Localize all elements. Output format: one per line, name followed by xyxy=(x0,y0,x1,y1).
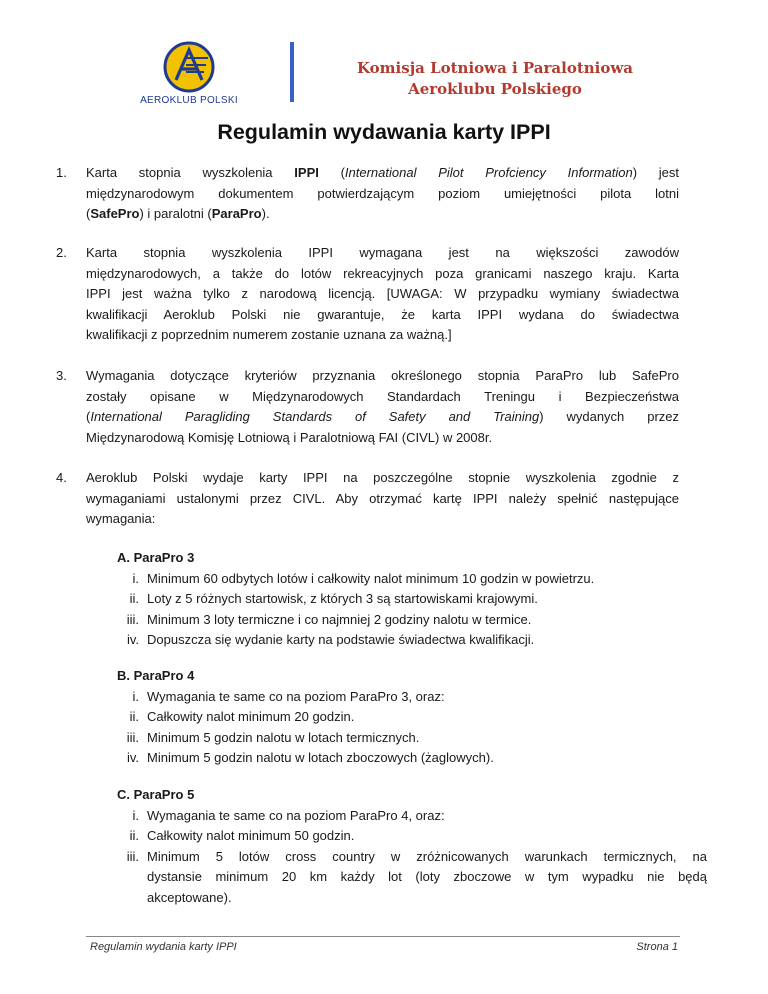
paragraph-number: 1. xyxy=(56,165,67,180)
list-item: iii. Minimum 3 loty termiczne i co najmniej 2 godziny nalotu w termice. xyxy=(126,611,532,627)
paragraph-line: międzynarodowych, a także do lotów rekreacyjnych poza granicami naszego kraju. Karta xyxy=(86,265,679,281)
footer-divider xyxy=(86,936,680,937)
paragraph-line: (SafePro) i paralotni (ParaPro). xyxy=(86,206,270,222)
paragraph-3 xyxy=(56,366,679,448)
paragraph-number: 4. xyxy=(56,470,67,485)
paragraph-line: (International Paragliding Standards of Safety and Training) wydanych przez xyxy=(86,409,679,425)
paragraph-line: międzynarodowym dokumentem potwierdzającym poziom umiejętności pilota lotni xyxy=(86,185,679,201)
list-item: iii. Minimum 5 godzin nalotu w lotach termicznych. xyxy=(126,729,420,745)
section-heading: B. ParaPro 4 xyxy=(117,668,195,683)
paragraph-line: Międzynarodową Komisję Lotniową i Paralotniową FAI (CIVL) w 2008r. xyxy=(86,429,493,445)
organization-name xyxy=(325,58,665,100)
org-line-2: Aeroklubu Polskiego xyxy=(408,80,582,98)
paragraph-4 xyxy=(56,468,679,530)
header-divider xyxy=(290,42,294,102)
section-a xyxy=(117,548,594,651)
paragraph-line: kwalifikacji z poprzednim numerem zostanie uznana za ważną.] xyxy=(86,327,452,343)
aeroklub-logo xyxy=(114,40,264,112)
paragraph-line: Aeroklub Polski wydaje karty IPPI na poszczególne stopnie wyszkolenia zgodnie z xyxy=(86,470,679,485)
paragraph-line: IPPI jest ważna tylko z narodową licencją. [UWAGA: W przypadku wymiany świadectwa xyxy=(86,286,679,302)
paragraph-2 xyxy=(56,243,679,346)
page-title: Regulamin wydawania karty IPPI xyxy=(217,120,551,144)
paragraph-1 xyxy=(56,163,679,225)
paragraph-line: zostały opisane w Międzynarodowych Standardach Treningu i Bezpieczeństwa xyxy=(86,388,679,404)
list-item: i. Wymagania te same co na poziom ParaPro 3, oraz: xyxy=(132,688,445,704)
list-item: ii. Całkowity nalot minimum 20 godzin. xyxy=(129,709,355,725)
paragraph-line: kwalifikacji Aeroklub Polski nie gwarantuje, że karta IPPI wydana do świadectwa xyxy=(86,306,679,322)
list-item: iv. Minimum 5 godzin nalotu w lotach zboczowych (żaglowych). xyxy=(126,750,494,766)
logo-text: AEROKLUB POLSKI xyxy=(140,95,238,106)
aeroklub-emblem-icon xyxy=(162,40,216,94)
paragraph-line: wymagania: xyxy=(86,511,156,527)
list-item: iv. Dopuszcza się wydanie karty na podstawie świadectwa kwalifikacji. xyxy=(126,632,535,648)
footer-page-number: Strona 1 xyxy=(636,941,678,953)
paragraph-line: Karta stopnia wyszkolenia IPPI (International Pilot Profciency Information) jest xyxy=(86,165,679,180)
paragraph-number: 2. xyxy=(56,245,67,260)
section-heading: C. ParaPro 5 xyxy=(117,787,195,802)
paragraph-line: Wymagania dotyczące kryteriów przyznania określonego stopnia ParaPro lub SafePro xyxy=(86,368,679,383)
list-item: i. Wymagania te same co na poziom ParaPro 4, oraz: xyxy=(132,807,445,823)
paragraph-number: 3. xyxy=(56,368,67,383)
footer-document-title: Regulamin wydania karty IPPI xyxy=(90,941,237,953)
list-item: ii. Całkowity nalot minimum 50 godzin. xyxy=(129,828,355,844)
list-item: iii. Minimum 5 lotów cross country w zróżnicowanych warunkach termicznych, na dystansie minimum 20 km każdy lot (loty zboczowe w tym wypadku nie będą akceptowane). xyxy=(126,848,707,905)
paragraph-line: wymaganiami ustalonymi przez CIVL. Aby otrzymać kartę IPPI należy spełnić następujące xyxy=(86,490,679,506)
list-item: ii. Loty z 5 różnych startowisk, z których 3 są startowiskami krajowymi. xyxy=(129,591,538,607)
section-b xyxy=(117,666,494,769)
list-item: i. Minimum 60 odbytych lotów i całkowity nalot minimum 10 godzin w powietrzu. xyxy=(132,570,595,586)
section-heading: A. ParaPro 3 xyxy=(117,550,195,565)
section-c xyxy=(117,785,707,909)
org-line-1: Komisja Lotniowa i Paralotniowa xyxy=(356,59,634,77)
paragraph-line: Karta stopnia wyszkolenia IPPI wymagana jest na większości zawodów xyxy=(86,245,679,260)
